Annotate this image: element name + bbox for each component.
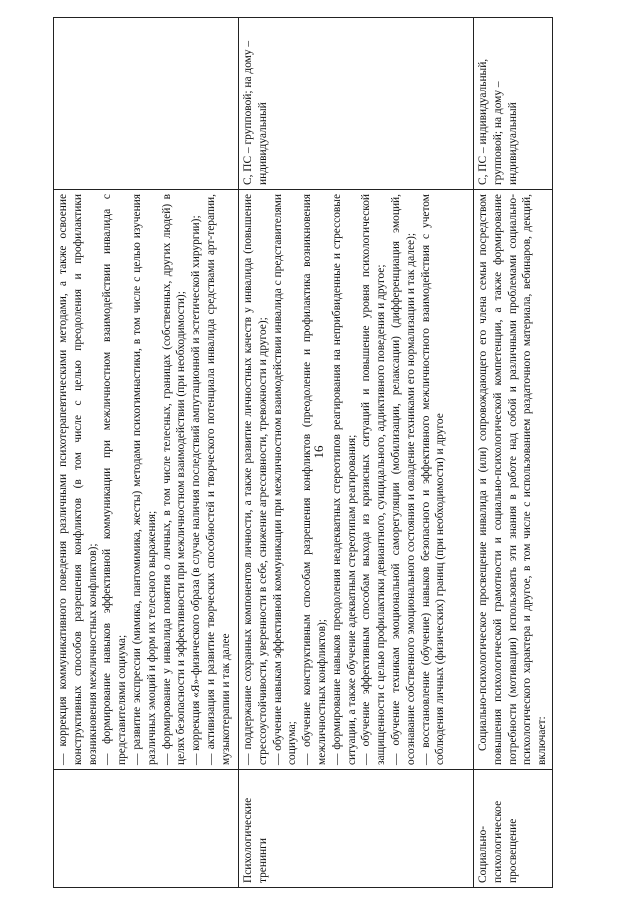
content-item: — активизация и развитие творческих способностей и творческого потенциала инвалида средствами арт-терапии, музыкотерапии и так далее	[204, 194, 232, 765]
content-item: — обучение техникам эмоциональной саморегуляции (мобилизации, релаксации) (дифференциация эмоций, осознавание собственного эмоционального состояния и овладение техниками его нормализации и так далее);	[389, 194, 417, 765]
content-item: — коррекция «Я»-физического образа (в случае наличия последствий ампутационной и эстетической хирургии);	[190, 215, 203, 765]
content-item: — формирование у инвалида понятия о личных, в том числе телесных, границах (собственных, других людей) в целях безопасности и эффективности при межличностном взаимодействии (при необходимости);	[160, 194, 188, 765]
service-form-cell: С, ПС – индивидуальный, групповой; на дому – индивидуальный	[474, 18, 553, 190]
page-number: 16	[311, 445, 326, 459]
service-content-cell	[474, 190, 553, 770]
service-name-cell: Социально-психологическое просвещение	[474, 770, 553, 888]
content-item: — развитие экспрессии (мимика, пантомимика, жесты) методами психогимнастики, в том числе с целью изучения различных эмоций и форм их телесного выражения;	[130, 194, 158, 765]
service-form-cell	[54, 18, 239, 190]
service-form-cell: С, ПС – групповой; на дому – индивидуальный	[239, 18, 474, 190]
service-content-cell	[239, 190, 474, 770]
service-name-cell	[54, 770, 239, 888]
content-item: — коррекция коммуникативного поведения различными психотерапевтическими методами, а также освоение конструктивных способов разрешения конфликтов (в том числе с целью преодоления и профилактики возникновения межличностных конфликтов);	[57, 194, 99, 765]
content-item: — формирование навыков эффективной коммуникации при межличностном взаимодействии инвалида с представителями социума;	[101, 194, 129, 765]
services-table	[53, 17, 553, 888]
content-item: — обучение эффективным способам выхода из кризисных ситуаций и повышение уровня психологической защищенности с целью профилактики девиантного, суицидального, аддиктивного поведения и другое;	[360, 194, 388, 765]
content-item: — поддержание сохранных компонентов личности, а также развитие личностных качеств у инвалида (повышение стрессоустойчивости, уверенности в себе, снижение агрессивности, тревожности и другое);	[242, 194, 269, 765]
table-row	[54, 18, 239, 888]
table-row	[474, 18, 553, 888]
table-row	[239, 18, 474, 888]
service-content-cell	[54, 190, 239, 770]
content-item: — восстановление (обучение) навыков безопасного и эффективного межличностного взаимодействия с учетом соблюдения личных (физических) границ (при необходимости) и другое	[419, 194, 447, 765]
services-table-landscape	[53, 18, 563, 888]
service-name-cell: Психологические тренинги	[239, 770, 474, 888]
content-item: — обучение навыкам эффективной коммуникации при межличностном взаимодействии инвалида с представителями социума;	[271, 194, 299, 765]
content-item: Социально-психологическое просвещение инвалида и (или) сопровождающего его члена семьи посредством повышения психологической грамотности и социально-психологической компетенции, а также формирование потребности (мотивации) использовать эти знания в работе над собой и различными проблемами социально-психологического характера и другое, в том числе с использованием раздаточного материала, вебинаров, декций, включает:	[477, 194, 549, 765]
content-item: — формирование навыков преодоления неадекватных стереотипов реагирования на неприбвиденные и стрессовые ситуации, а также обучение адекватным стереотипам реагирования;	[330, 194, 358, 765]
content-item: — обучение конструктивным способам разрешения конфликтов (преодоление и профилактика возникновения межличностных конфликтов);	[301, 194, 328, 765]
